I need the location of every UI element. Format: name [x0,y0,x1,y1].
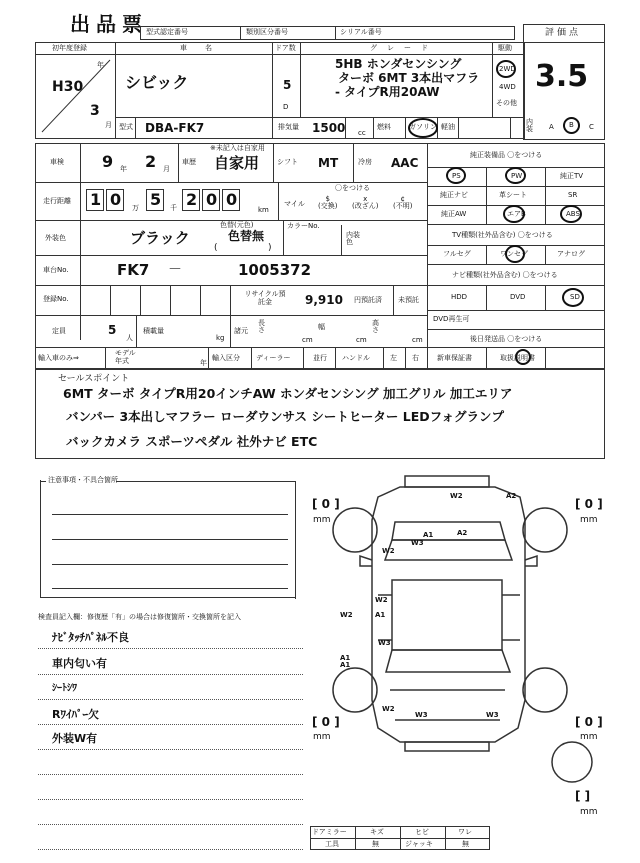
mark-front-bumper-w2: W2 [450,492,463,500]
model-value: DBA-FK7 [145,121,205,135]
color-change-value: 色替無 [228,229,265,243]
mark-front-bumper-a2: A2 [506,492,517,500]
drive-2wd: 2WD [499,65,516,73]
mark-hood-w3: W3 [411,539,424,547]
shaken-month-unit: 月 [163,165,170,173]
inspector-title: 検査員記入欄：修復歴「有」の場合は修復箇所・交換箇所を記入 [38,613,241,621]
footer-crack: ヒビ [415,828,429,836]
tv-analog: アナログ [557,250,585,258]
model-year-label: モデル年式 [115,349,136,365]
tread-rear-left-mm: mm [313,732,331,742]
height-label: 高さ [372,319,379,334]
inspector-line-3: ｼｰﾄｼﾜ [52,683,77,694]
mark-door-w2: W2 [340,611,353,619]
shift-value: MT [318,156,339,170]
drive-4wd: 4WD [499,83,516,91]
mark-rear-bumper-w3-r: W3 [486,711,499,719]
interior-c: C [589,123,594,131]
recycle-pending: 未預託 [398,296,419,304]
load-unit: kg [216,334,225,342]
mileage-sen-unit: 千 [170,204,177,212]
sales-line-1: 6MT ターボ タイプR用20インチAW ホンダセンシング 加工グリル 加工エリア [63,386,513,401]
fuel-label: 燃料 [377,123,391,131]
manual-label: 取扱説明書 [500,354,535,362]
capacity-label: 定員 [52,327,66,335]
equip-sr: SR [568,191,578,199]
tread-spare-mm: mm [580,807,598,817]
mileage-digit-5: 0 [206,190,218,209]
color-change-label: 色替(元色) [220,221,254,229]
equipment-title: 純正装備品 〇をつける [470,151,543,159]
width-label: 幅 [318,323,325,331]
registration-month: 3 [90,103,100,119]
sales-line-3: バックカメラ スポーツペダル 社外ナビ ETC [66,434,318,449]
chassis-dash: － [168,262,182,278]
sales-line-2: バンパー 3本出しマフラー ローダウンサス シートヒーター LEDフォグランプ [66,409,504,424]
chassis-number: 1005372 [238,261,312,279]
history-label: 車歴 [182,158,196,166]
warranty-label: 新車保証書 [437,354,472,362]
mark-fender-w2: W2 [382,547,395,555]
width-unit: cm [356,336,367,344]
capacity-value: 5 [108,323,117,337]
grade-line-1: 5HB ホンダセンシング [335,57,462,71]
mark-roof-a1: A1 [375,611,386,619]
mileage-label: 走行距離 [43,197,71,205]
capacity-unit: 人 [126,334,133,342]
tread-rear-right: [ 0 ] [575,715,603,729]
interior-b: B [569,121,574,129]
parallel-label: 並行 [313,354,327,362]
nav-hdd: HDD [451,293,468,301]
tread-front-right: [ 0 ] [575,497,603,511]
tread-rear-right-mm: mm [580,732,598,742]
equip-aw: 純正AW [441,210,467,218]
nav-title: ナビ種類(社外品含む) 〇をつける [452,271,558,279]
mileage-man-unit: 万 [132,204,139,212]
unknown-label: ¢ (不明) [393,195,413,210]
mileage-digit-6: 0 [226,190,238,209]
import-label: 輸入車のみ⇒ [38,354,79,362]
equip-abs: ABS [566,210,580,218]
footer-jack: ジャッキ [405,840,433,848]
car-name: シビック [125,73,189,92]
registration-month-unit: 月 [105,121,112,129]
ac-label: 冷房 [358,158,372,166]
mileage-digit-3: 5 [150,190,162,209]
tamper-label: x (改ざん) [352,195,379,210]
mark-hood-a2: A2 [457,529,468,537]
car-name-label: 車名 [180,44,230,52]
interior-color-label: 内装色 [346,231,360,246]
history-note: ※未記入は自家用 [210,144,265,152]
grade-line-3: - タイプR用20AW [335,85,440,99]
shift-label: シフト [277,158,298,166]
form-no-label: 型式認定番号 [146,28,188,36]
mileage-circle-note: 〇をつける [335,184,370,192]
doors-value: 5 [283,78,292,92]
score-value: 3.5 [535,59,589,94]
recycle-amount: 9,910 [305,293,343,307]
tread-front-right-mm: mm [580,515,598,525]
equip-leather: 革シート [499,191,527,199]
shaken-year-unit: 年 [120,165,127,173]
left-label: 左 [390,354,397,362]
notes-title: 注意事項・不具合箇所 [48,476,118,484]
color-change-paren-open: ( [214,243,218,253]
mark-rear-a1: A1 [340,661,351,669]
interior-a: A [549,123,554,131]
sales-label: セールスポイント [58,374,130,384]
inspector-line-2: 車内匂い有 [52,657,107,670]
tv-title: TV種類(社外品含む) 〇をつける [452,231,553,239]
recycle-unit: 円預託済 [354,296,382,304]
ac-value: AAC [391,156,419,170]
equip-ps: PS [452,172,461,180]
chassis-label: 車台No. [43,266,69,274]
right-label: 右 [412,354,419,362]
mileage-digit-2: 0 [110,190,122,209]
mileage-digit-4: 2 [186,190,198,209]
doors-label: ドア数 [275,44,296,52]
height-unit: cm [412,336,423,344]
model-year-suffix: 年 [200,359,207,367]
mark-roof-w2: W2 [375,596,388,604]
reg-label: 登録No. [43,295,69,303]
tread-spare: [ ] [575,789,591,803]
drive-label: 駆動 [498,44,512,52]
form-title: 出品票 [70,12,148,36]
grade-label: グレード [370,44,438,52]
displacement-unit: cc [358,129,366,137]
first-registration-label: 初年度登録 [52,44,87,52]
shaken-label: 車検 [50,158,64,166]
tread-front-left: [ 0 ] [312,497,340,511]
load-label: 積載量 [143,327,164,335]
inspector-line-5: 外装W有 [52,732,98,745]
nav-dvd: DVD [510,293,526,301]
footer-mirror: ドアミラー [312,828,347,836]
equip-tv: 純正TV [560,172,584,180]
handle-label: ハンドル [342,354,370,362]
displacement-value: 1500 [312,121,346,135]
grade-line-2: ターボ 6MT 3本出マフラ [338,71,480,85]
doors-sub: D [283,103,289,111]
color-value: ブラック [130,229,190,247]
inspector-line-4: Rﾜｲﾊﾟｰ欠 [52,708,99,721]
dealer-label: ディーラー [256,354,291,362]
length-unit: cm [302,336,313,344]
mark-door-a1: A1 [340,654,351,662]
diesel-label: 軽油 [441,123,455,131]
score-label: 評価点 [545,28,582,38]
mark-hood-a1: A1 [423,531,434,539]
color-change-paren-close: ) [268,243,272,253]
footer-jack-value: 無 [462,840,469,848]
nav-sd: SD [570,293,580,301]
recycle-label: リサイクル預託金 [244,290,286,307]
mile-label: マイル [284,200,305,208]
footer-tool-value: 無 [372,840,379,848]
class-no-label: 類別区分番号 [246,28,288,36]
shaken-month: 2 [145,152,157,171]
mileage-digit-1: 1 [90,190,102,209]
footer-tool: 工具 [325,840,339,848]
shaken-year: 9 [102,152,114,171]
color-label: 外装色 [45,234,66,242]
tv-oneseg: ワンセグ [500,250,528,258]
model-label: 型式 [119,123,133,131]
mark-rear-w3: W3 [378,639,391,647]
fuel-value: ガソリン [409,123,437,131]
dims-label: 諸元 [234,327,248,335]
length-label: 長さ [258,319,265,334]
km-unit: km [258,206,269,214]
equip-airbag: エアB [507,210,526,218]
chassis-prefix: FK7 [117,261,150,279]
history-value: 自家用 [214,154,260,172]
tv-fullseg: フルセグ [443,250,471,258]
mark-quarter-w2: W2 [382,705,395,713]
dvd-playback: DVD再生可 [433,315,470,323]
serial-label: シリアル番号 [340,28,382,36]
color-no-label: カラーNo. [287,222,320,230]
footer-scratch: キズ [370,828,384,836]
mark-rear-bumper-w3-l: W3 [415,711,428,719]
registration-era: H30 [52,79,84,95]
interior-label: 内装 [526,118,533,133]
displacement-label: 排気量 [278,123,299,131]
tread-rear-left: [ 0 ] [312,715,340,729]
equip-pw: PW [511,172,523,180]
later-title: 後日発送品 〇をつける [470,335,543,343]
import-type-label: 輸入区分 [212,354,240,362]
inspector-line-1: ﾅﾋﾞﾀｯﾁﾊﾟﾈﾙ不良 [52,631,129,644]
tread-front-left-mm: mm [313,515,331,525]
drive-other: その他 [496,99,517,107]
swap-label: $ (交換) [318,195,338,210]
equip-navi: 純正ナビ [440,191,468,199]
registration-year-unit: 年 [97,61,104,69]
footer-break: ワレ [458,828,472,836]
